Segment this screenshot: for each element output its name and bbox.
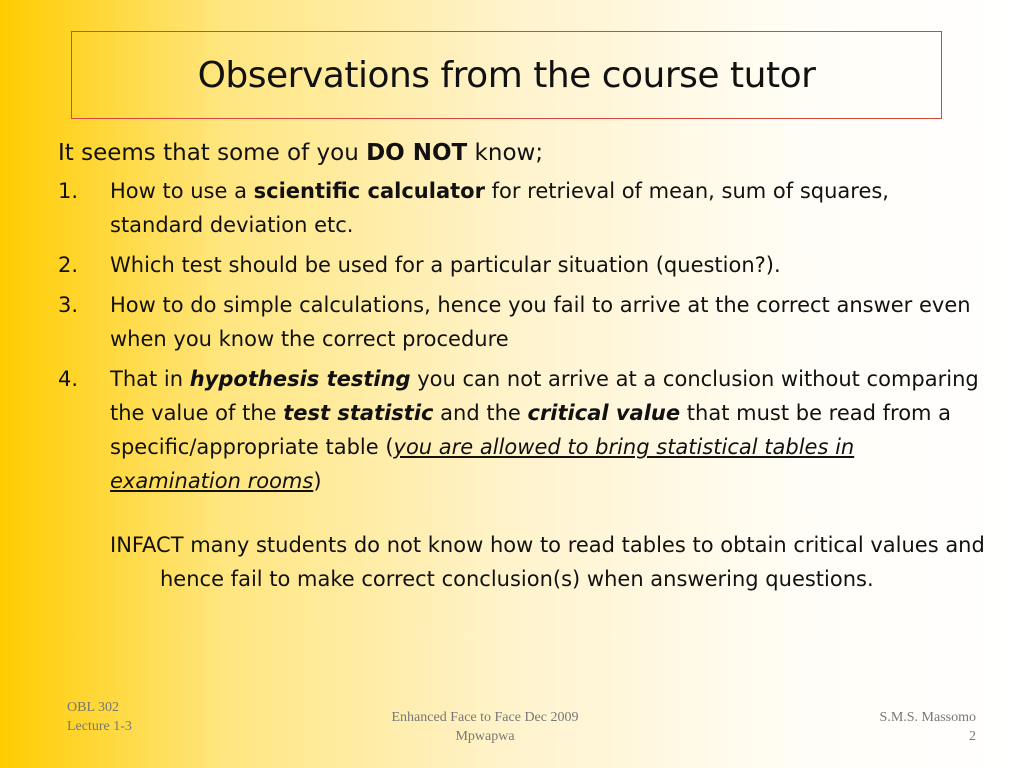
intro-prefix: It seems that some of you xyxy=(58,140,367,166)
item-text-a: That in xyxy=(110,367,190,391)
item-number: 2. xyxy=(58,253,79,277)
observations-list xyxy=(58,174,988,498)
location-label: Mpwapwa xyxy=(455,729,515,744)
item-text-i: ) xyxy=(313,469,322,493)
list-item xyxy=(58,362,988,498)
item-text-e: and the xyxy=(433,401,528,425)
intro-suffix: know; xyxy=(467,140,544,166)
intro-bold: DO NOT xyxy=(366,140,468,166)
hypothesis-testing-term: hypothesis testing xyxy=(189,367,411,391)
item-text-g: that must be read from a specific/appropriate table ( xyxy=(110,401,952,459)
tables-allowed-note: you are allowed to bring statistical tables in examination rooms xyxy=(110,435,855,493)
item-text-a: How to use a xyxy=(110,179,254,203)
list-item xyxy=(58,288,988,356)
item-text-c: you can not arrive at a conclusion without comparing the value of the xyxy=(110,367,979,425)
author-label: S.M.S. Massomo xyxy=(879,710,976,725)
test-statistic-term: test statistic xyxy=(283,401,434,425)
footer-center xyxy=(340,708,630,746)
item-number: 3. xyxy=(58,293,79,317)
item-text: How to do simple calculations, hence you fail to arrive at the correct answer even when you know the correct procedure xyxy=(110,293,971,351)
lecture-label: Lecture 1-3 xyxy=(67,719,132,734)
item-text: Which test should be used for a particular situation (question?). xyxy=(110,253,781,277)
list-item xyxy=(58,248,988,282)
list-item xyxy=(58,174,988,242)
title-box xyxy=(71,31,942,119)
course-code: OBL 302 xyxy=(67,700,119,715)
intro-line xyxy=(58,136,988,170)
slide-number: 2 xyxy=(969,729,976,744)
footer-left xyxy=(67,698,132,736)
item-text-bold: scientific calculator xyxy=(253,179,485,203)
slide-title: Observations from the course tutor xyxy=(197,54,816,96)
footer-right xyxy=(880,708,976,746)
critical-value-term: critical value xyxy=(527,401,681,425)
item-number: 4. xyxy=(58,367,79,391)
infact-paragraph: INFACT many students do not know how to read tables to obtain critical values and hence fail to make correct conclusion(s) when answering questions. xyxy=(110,533,985,591)
event-label: Enhanced Face to Face Dec 2009 xyxy=(391,710,579,725)
item-text-c: for retrieval of mean, sum of squares, standard deviation etc. xyxy=(110,179,889,237)
item-number: 1. xyxy=(58,179,79,203)
slide-content xyxy=(58,136,988,596)
